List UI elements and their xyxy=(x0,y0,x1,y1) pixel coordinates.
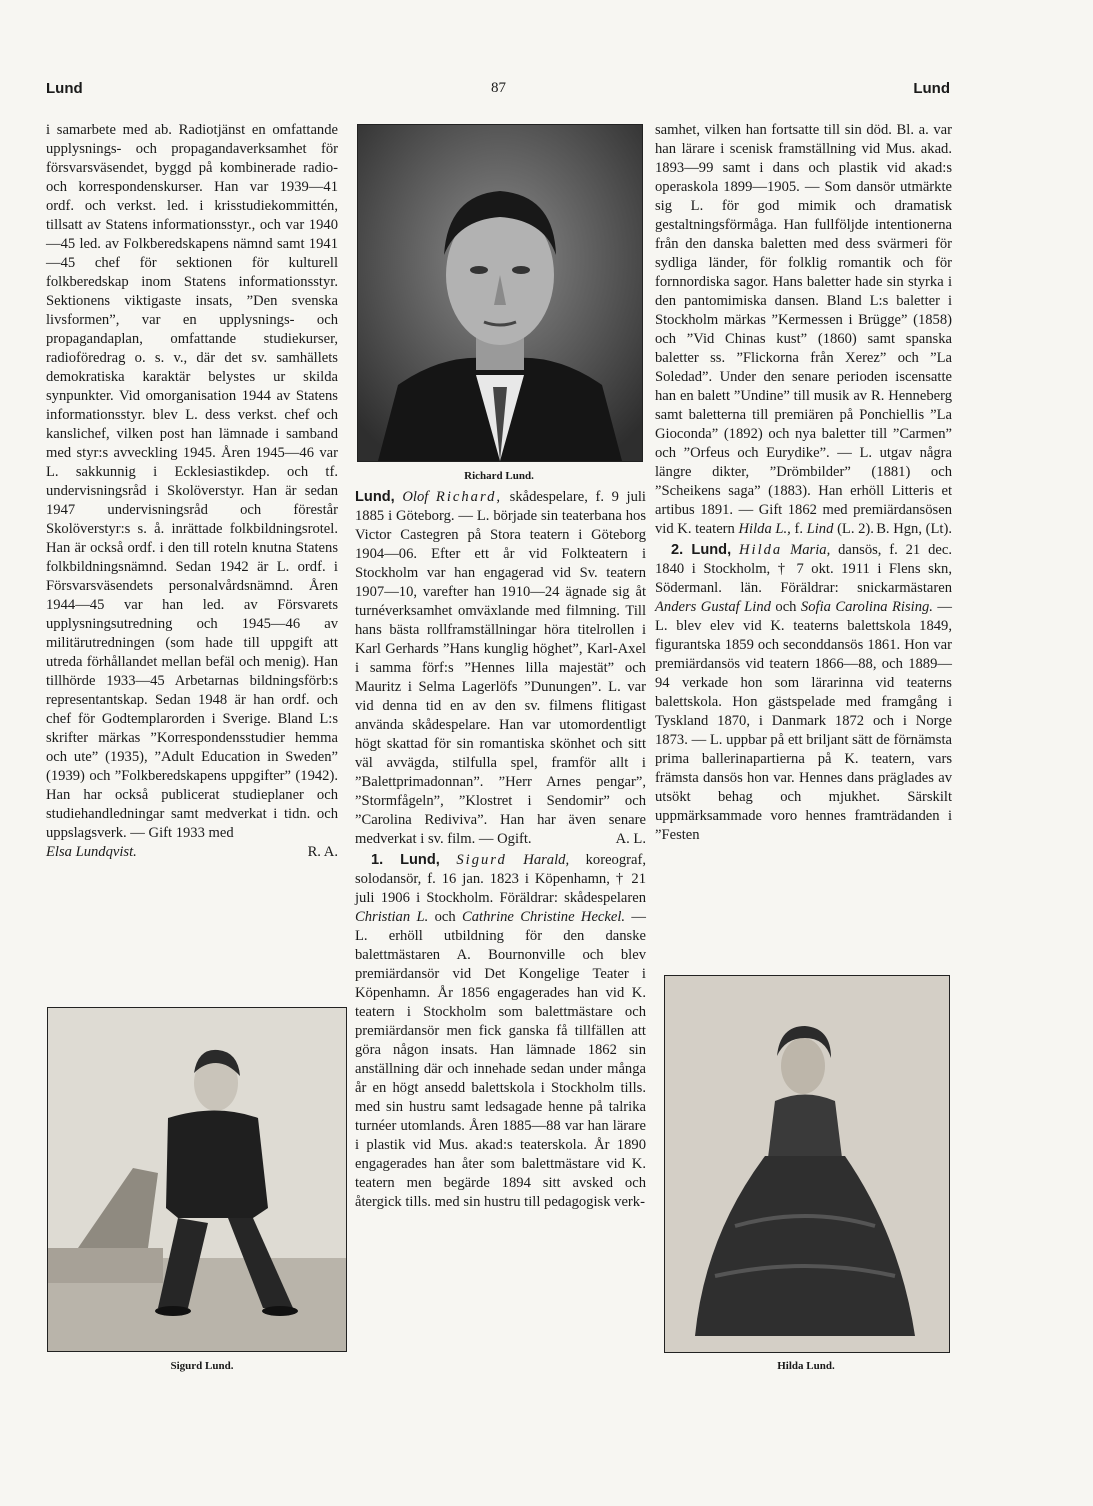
portrait-sigurd-lund xyxy=(47,1007,347,1352)
column-2 xyxy=(355,488,646,1212)
column-3 xyxy=(655,121,952,845)
caption-sigurd: Sigurd Lund. xyxy=(170,1360,234,1372)
author-signature: B. Hgn, (Lt). xyxy=(876,521,952,537)
entry-sigurd-lund: 1. Lund, Sigurd Harald, koreograf, solodansör, f. 16 jan. 1823 i Köpenhamn, † 21 juli 1906 i Stockholm. Föräldrar: skådespelaren Christian L. och Cathrine Christine Heckel. — L. erhöll utbildning för den danske balettmästaren A. Bournonville och blev premiärdansör vid Det Kongelige Teater i Köpenhamn. År 1856 engagerades han vid K. teatern i Stockholm som balettmästare och premiärdansör men fick ganska få tillfällen att göra någon insats. Han lämnade 1862 sin anställning där och innehade sedan under många år en högt ansedd balettskola i Stockholm tills. med sin hustru samt ledsagade henne på talrika turnéer utomlands. Åren 1885—88 var han lärare i plastik vid Mus. akad:s teaterskola. År 1890 engagerades han åter som balettmästare vid K. teatern men begärde 1894 sitt avsked och återgick tills. med sin hustru till pedagogisk verk- xyxy=(355,852,646,1210)
page-number: 87 xyxy=(491,80,506,96)
author-signature: A. L. xyxy=(615,831,646,847)
page-header xyxy=(46,80,950,104)
portrait-illustration xyxy=(358,125,642,461)
entry-richard-lund: Lund, Olof Richard, skådespelare, f. 9 juli 1885 i Göteborg. — L. började sin teaterbana hos Victor Castegren på Stora teatern i Göteborg 1904—06. Efter ett år vid Folkteatern i Stockholm var han engagerad vid Sv. teatern 1907—10, varefter han 1910—24 ägnade sig åt turnéverksamhet omväxlande med filmning. Till hans bästa rollframställningar höra titelrollen i Karl Gerhards ”Hans kunglig höghet”, Karl-Axel i samma förf:s ”Hennes lilla majestät” och Mauritz i Selma Lagerlöfs ”Dunungen”. L. var vid denna tid en av den sv. filmens flitigast använda skådespelare. Han var utomordentligt högt skattad för sin romantiska skönhet och sitt väl avvägda, stilfulla spel, framför allt i ”Balettprimadonnan”. ”Herr Arnes pengar”, ”Stormfågeln”, ”Klostret i Sendomir” och ”Carolina Rediviva”. Han har även senare medverkat i sv. film. — Ogift. A. L. xyxy=(355,489,646,847)
portrait-illustration xyxy=(665,976,949,1352)
running-head-left: Lund xyxy=(46,80,83,97)
spouse-name: Elsa Lundqvist. xyxy=(46,844,137,860)
entry-head: Lund, xyxy=(355,489,395,505)
caption-hilda: Hilda Lund. xyxy=(777,1360,835,1372)
signature-line xyxy=(46,843,338,862)
entry-head: 2. Lund, xyxy=(671,542,732,558)
portrait-illustration xyxy=(48,1008,346,1351)
running-head-right: Lund xyxy=(913,80,950,97)
entry-head: 1. Lund, xyxy=(371,852,440,868)
paragraph: i samarbete med ab. Radiotjänst en omfattande upplysnings- och propagandaverksamhet för försvarsväsendet, byggd på kombinerade radio- och korrespondenskurser. Han var 1939—41 ordf. och verkst. led. i krisstudiekommittén, tillsatt av Statens informationsstyr., och var 1940—45 led. av Folkberedskapens nämnd samt 1941—45 chef för sektionen för kulturell folkberedskap inom Statens informationsstyr. Sektionens viktigaste insats, ”Den svenska livsformen”, var en upplysnings- och propagandaplan, omfattande studiekurser, radioföredrag o. s. v., där det sv. samhällets demokratiska karaktär belystes ur skilda synpunkter. Vid omorganisation 1944 av Statens informationsstyr. blev L. dess verkst. chef och kanslichef, vilken post han lämnade i samband med styr:s avveckling 1945. Åren 1945—46 var L. sakkunnig i Ecklesiastikdep. och tf. undervisningsråd i Skolöverstyr. Han är sedan 1947 undervisningsråd och förestår Skolöverstyr:s s. å. inrättade folkbildningsrotel. Han är också ordf. i den till roteln knutna Statens folkbildningsnämnd. Sedan 1942 är L. ordf. i Försvarsväsendets personalvårdsnämnd. Åren 1944—45 var han led. av Försvarets upplysningsutredning och 1945—46 av militärutredningen (som hade till uppgift att utreda förhållandet mellan befäl och menig). Han tillhörde 1933—45 Arbetarnas bildningsförb:s representantskap. Sedan 1948 är han ordf. och chef för Godtemplarorden i Sverige. Bland L:s skrifter märkas ”Korrespondensstudier hemma och ute” (1935), ”Adult Education in Sweden” (1939) och ”Folkberedskapens uppgifter” (1942). Han har också publicerat studieplaner och studiehandledningar samt medverkat i tidn. och uppslagsverk. — Gift 1933 med xyxy=(46,122,338,841)
portrait-richard-lund xyxy=(357,124,643,462)
portrait-hilda-lund xyxy=(664,975,950,1353)
entry-hilda-lund: 2. Lund, Hilda Maria, dansös, f. 21 dec. 1840 i Stockholm, † 7 okt. 1911 i Flens skn, Södermanl. län. Föräldrar: snickarmästaren Anders Gustaf Lind och Sofia Carolina Rising. — L. blev elev vid K. teaterns balettskola 1849, figurantska 1859 och seconddansös 1861. Hon var premiärdansös vid teatern 1866—88, och 1889—94 verkade hon som lärarinna vid teaterns balettskola. Hon gästspelade med framgång i Tyskland 1870, i Danmark 1872 och i Norge 1873. — L. uppbar på ett briljant sätt de förnämsta prima ballerinapartierna på K. teatern, vars främsta dansös hon var. Hennes dans präglades av utsökt behag och mjukhet. Särskilt uppmärksammade voro hennes framträdanden i ”Festen xyxy=(655,542,952,843)
author-signature: R. A. xyxy=(307,844,338,860)
paragraph-continued: samhet, vilken han fortsatte till sin död. Bl. a. var han lärare i scenisk framställning vid Mus. akad. 1893—99 samt i dans och plastik vid akad:s operaskola 1899—1905. — Som dansör utmärkte sig L. för god mimik och dramatisk gestaltningsförmåga. Han fullföljde intentionerna från den danska baletten med dess svärmeri för sydliga länder, för folklig romantik och för fornnordiska sagor. Hans baletter hade sin styrka i den pantomimiska dansen. Bland L:s baletter i Stockholm märkas ”Kermessen i Brügge” (1858) och ”Vid Chinas kust” (1860) samt spanska baletter ss. ”Flickorna från Xerez” och ”La Soledad”. Under den senare perioden iscensatte han en balett ”Undine” till musik av R. Henneberg samt baletterna till premiären på Ponchiellis ”La Gioconda” (1892) och nya baletter till ”Carmen” och ”Orfeus och Eurydike”. — L. utgav några längre dikter, ”Drömbilder” (1881) och ”Scheikens saga” (1883). Han erhöll Litteris et artibus 1891. — Gift 1862 med premiärdansösen vid K. teatern Hilda L., f. Lind (L. 2). B. Hgn, (Lt). xyxy=(655,122,952,537)
column-1 xyxy=(46,121,338,862)
caption-richard: Richard Lund. xyxy=(464,470,534,482)
